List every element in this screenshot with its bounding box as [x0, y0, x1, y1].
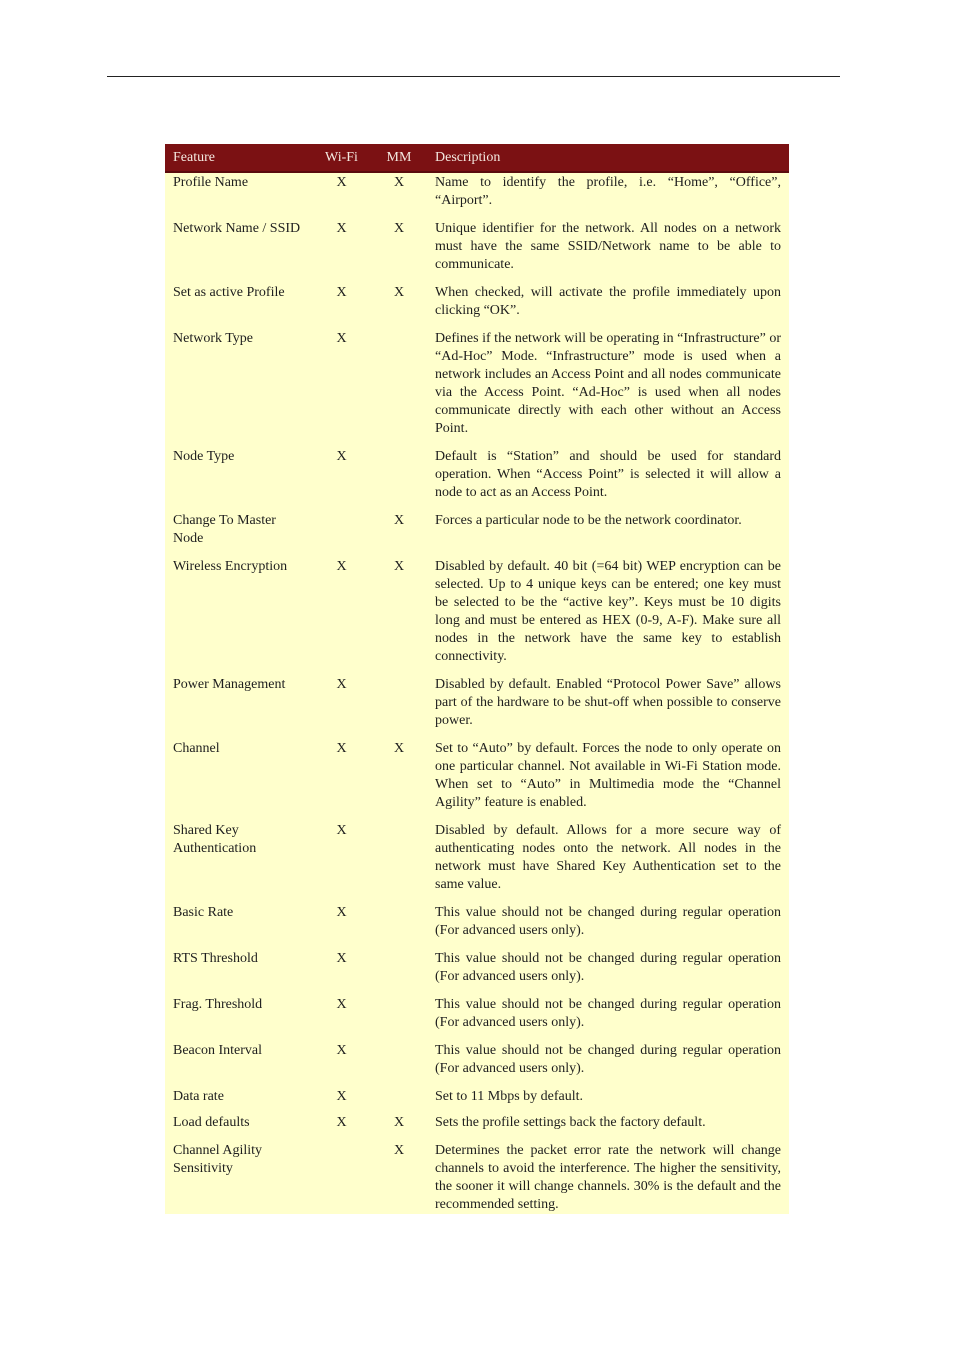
mm-cell: X	[371, 557, 427, 675]
table-row	[165, 172, 789, 219]
mm-cell	[371, 995, 427, 1041]
description-cell: This value should not be changed during regular operation (For advanced users only).	[427, 903, 789, 949]
feature-cell: Set as active Profile	[165, 283, 312, 329]
wifi-cell: X	[312, 1087, 371, 1113]
table-row	[165, 821, 789, 903]
mm-cell: X	[371, 1113, 427, 1141]
mm-cell	[371, 675, 427, 739]
wifi-cell: X	[312, 329, 371, 447]
wifi-cell: X	[312, 821, 371, 903]
feature-cell: Channel Agility Sensitivity	[165, 1141, 312, 1214]
feature-cell: RTS Threshold	[165, 949, 312, 995]
wifi-cell: X	[312, 172, 371, 219]
table-row	[165, 447, 789, 511]
description-cell: When checked, will activate the profile immediately upon clicking “OK”.	[427, 283, 789, 329]
table-row	[165, 903, 789, 949]
feature-table	[165, 144, 789, 1214]
wifi-cell: X	[312, 283, 371, 329]
wifi-cell: X	[312, 739, 371, 821]
feature-cell: Beacon Interval	[165, 1041, 312, 1087]
description-cell: Disabled by default. 40 bit (=64 bit) WEP encryption can be selected. Up to 4 unique keys can be entered; one key must be selected to be the “active key”. Keys must be 10 digits long and must be entered as HEX (0-9, A-F). Make sure all nodes in the network have the same key to establish connectivity.	[427, 557, 789, 675]
mm-cell	[371, 821, 427, 903]
feature-cell: Channel	[165, 739, 312, 821]
description-cell: Determines the packet error rate the network will change channels to avoid the interference. The higher the sensitivity, the sooner it will change channels. 30% is the default and the recommended setting.	[427, 1141, 789, 1214]
header-wifi: Wi-Fi	[312, 144, 371, 172]
wifi-cell	[312, 511, 371, 557]
table-row	[165, 1113, 789, 1141]
wifi-cell: X	[312, 219, 371, 283]
wifi-cell: X	[312, 1113, 371, 1141]
table-row	[165, 739, 789, 821]
page-header-rule	[107, 76, 840, 77]
description-cell: Disabled by default. Allows for a more secure way of authenticating nodes onto the network. All nodes in the network must have Shared Key Authentication set to the same value.	[427, 821, 789, 903]
feature-cell: Network Type	[165, 329, 312, 447]
mm-cell	[371, 1041, 427, 1087]
mm-cell	[371, 447, 427, 511]
description-cell: Unique identifier for the network. All nodes on a network must have the same SSID/Network name to be able to communicate.	[427, 219, 789, 283]
mm-cell: X	[371, 219, 427, 283]
description-cell: Name to identify the profile, i.e. “Home”, “Office”, “Airport”.	[427, 172, 789, 219]
header-feature: Feature	[165, 144, 312, 172]
description-cell: Set to “Auto” by default. Forces the node to only operate on one particular channel. Not available in Wi-Fi Station mode. When set to “Auto” in Multimedia mode the “Channel Agility” feature is enabled.	[427, 739, 789, 821]
table-row	[165, 675, 789, 739]
description-cell: Sets the profile settings back the factory default.	[427, 1113, 789, 1141]
table-row	[165, 283, 789, 329]
feature-cell: Power Management	[165, 675, 312, 739]
wifi-cell: X	[312, 903, 371, 949]
mm-cell: X	[371, 283, 427, 329]
description-cell: Default is “Station” and should be used for standard operation. When “Access Point” is selected it will allow a node to act as an Access Point.	[427, 447, 789, 511]
table-row	[165, 1141, 789, 1214]
table-row	[165, 557, 789, 675]
wifi-cell: X	[312, 1041, 371, 1087]
description-cell: This value should not be changed during regular operation (For advanced users only).	[427, 949, 789, 995]
mm-cell	[371, 1087, 427, 1113]
header-row	[165, 144, 789, 172]
feature-cell: Shared Key Authentication	[165, 821, 312, 903]
wifi-cell	[312, 1141, 371, 1214]
description-cell: This value should not be changed during regular operation (For advanced users only).	[427, 995, 789, 1041]
description-cell: Defines if the network will be operating in “Infrastructure” or “Ad-Hoc” Mode. “Infrastructure” mode is used when a network includes an Access Point and all nodes communicate via the Access Point. “Ad-Hoc” is used when all nodes communicate directly with each other without an Access Point.	[427, 329, 789, 447]
table-row	[165, 949, 789, 995]
feature-cell: Node Type	[165, 447, 312, 511]
feature-cell: Data rate	[165, 1087, 312, 1113]
feature-cell: Frag. Threshold	[165, 995, 312, 1041]
table-row	[165, 1041, 789, 1087]
mm-cell: X	[371, 1141, 427, 1214]
feature-cell: Network Name / SSID	[165, 219, 312, 283]
wifi-cell: X	[312, 675, 371, 739]
description-cell: Disabled by default. Enabled “Protocol Power Save” allows part of the hardware to be shut-off when possible to conserve power.	[427, 675, 789, 739]
table-row	[165, 1087, 789, 1113]
header-description: Description	[427, 144, 789, 172]
table-row	[165, 329, 789, 447]
mm-cell: X	[371, 172, 427, 219]
table-row	[165, 995, 789, 1041]
feature-cell: Profile Name	[165, 172, 312, 219]
description-cell: This value should not be changed during regular operation (For advanced users only).	[427, 1041, 789, 1087]
mm-cell	[371, 949, 427, 995]
mm-cell: X	[371, 739, 427, 821]
table-body	[165, 172, 789, 1214]
wifi-cell: X	[312, 447, 371, 511]
table-row	[165, 219, 789, 283]
mm-cell	[371, 903, 427, 949]
feature-cell: Basic Rate	[165, 903, 312, 949]
wifi-cell: X	[312, 557, 371, 675]
description-cell: Forces a particular node to be the network coordinator.	[427, 511, 789, 557]
feature-cell: Load defaults	[165, 1113, 312, 1141]
table-header	[165, 144, 789, 172]
mm-cell: X	[371, 511, 427, 557]
header-mm: MM	[371, 144, 427, 172]
feature-cell: Change To Master Node	[165, 511, 312, 557]
table-row	[165, 511, 789, 557]
description-cell: Set to 11 Mbps by default.	[427, 1087, 789, 1113]
wifi-cell: X	[312, 949, 371, 995]
wifi-cell: X	[312, 995, 371, 1041]
mm-cell	[371, 329, 427, 447]
feature-cell: Wireless Encryption	[165, 557, 312, 675]
